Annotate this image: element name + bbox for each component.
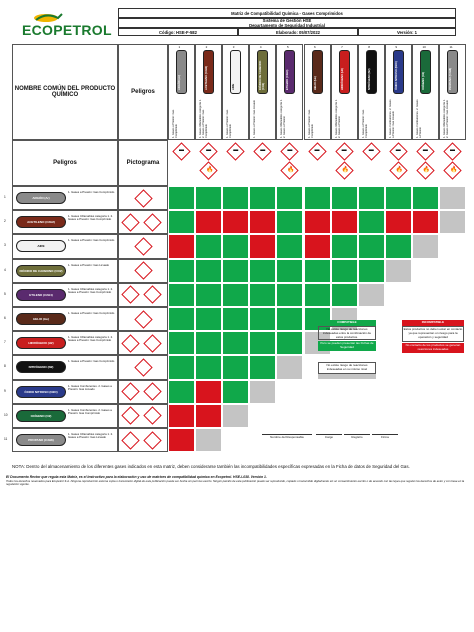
same-product-cell <box>385 259 412 283</box>
pictogram-header: Pictograma <box>118 140 168 186</box>
same-product-cell <box>249 380 276 404</box>
row-hazards: 1. Gases a Presión: Gas Comprimido <box>68 190 115 194</box>
compatible-cell <box>168 307 195 331</box>
row-gas-name: DIÓXIDO DE CARBONO (CO2) <box>16 265 66 277</box>
column-hazards: 1. Gases Inflamables categoría 1. 2. Gases a Presión: Gas Comprimido <box>199 99 209 138</box>
column-hazards: 1. Gases Comburentes. 2. Gases a Presión: Gas Licuado <box>388 99 395 138</box>
column-number: 2 <box>205 45 208 49</box>
flame-icon: 🔥 <box>341 167 350 173</box>
legend-incompatible-title: INCOMPATIBLE <box>402 320 464 326</box>
cylinder-symbol-icon: ▬ <box>422 147 428 153</box>
row-gas-name: ÓXIDO NITROSO (N2O) <box>16 386 66 398</box>
row-hazards: 1. Gases a Presión: Gas Comprimido <box>68 311 115 315</box>
compatible-cell <box>358 259 385 283</box>
column-hazards: 1. Gases a Presión: Gas Licuado <box>253 99 257 138</box>
note-text: NOTA: Dentro del almacenamiento de los diferentes gases indicados en esta matriz, deben considerarse también las incompatibilidades específicas expresadas en la Ficha de datos de Seguridad del Gas. <box>12 464 410 469</box>
common-name-header: NOMBRE COMÚN DEL PRODUCTO QUÍMICO <box>12 44 118 140</box>
same-product-cell <box>276 355 303 379</box>
compatible-cell <box>168 283 195 307</box>
row-number: 8 <box>4 364 6 369</box>
row-number: 9 <box>4 388 6 393</box>
flame-icon: 🔥 <box>450 167 458 173</box>
compatible-cell <box>195 307 222 331</box>
compatible-cell <box>276 331 303 355</box>
column-gas-name: DIÓXIDO DE CARBONO (CO2) <box>259 60 266 90</box>
incompatible-cell <box>222 210 249 234</box>
compatible-cell <box>276 186 303 210</box>
legend-conditional-text: Pero se pueden presentar las Fichas de Seguridad <box>318 341 376 351</box>
compatible-cell <box>222 355 249 379</box>
compatible-cell <box>222 380 249 404</box>
footer-copyright: Todos los derechos reservados para Ecopetrol S.A. Ninguna reproducción externa copia o transmisión digital de esta publicación puede ser hecha sin permiso escrito. Ningún párrafo de esta publicación puede ser reproducido, copiado o transmitido digitalmente sin un consentimiento escrito o de acuerdo con las leyes que regulan los derechos de autor y con base en la regulación vigente. <box>6 479 465 487</box>
compatible-cell <box>222 331 249 355</box>
incompatible-cell <box>195 380 222 404</box>
row-gas-name: ARGÓN (Ar) <box>16 192 66 204</box>
compatible-cell <box>304 259 331 283</box>
column-number: 10 <box>422 45 426 49</box>
header-date: Elaborado: 05/07/2022 <box>238 28 358 36</box>
row-hazards: 1. Gases a Presión: Gas Comprimido <box>68 238 115 243</box>
ecopetrol-logo <box>16 8 116 38</box>
row-number: 3 <box>4 243 6 248</box>
compatible-cell <box>195 186 222 210</box>
hazards-left-header: Peligros <box>12 140 118 186</box>
flame-icon: 🔥 <box>287 167 295 173</box>
legend-no-risk-text: No existe riesgo de reacciones indeseadas en su mismo nivel <box>318 362 376 374</box>
row-number: 5 <box>4 291 6 296</box>
flame-icon: 🔥 <box>206 167 214 173</box>
incompatible-cell <box>249 210 276 234</box>
compatible-cell <box>276 234 303 258</box>
incompatible-cell <box>385 210 412 234</box>
column-hazards: 1. Gases a Presión: Gas Comprimido <box>361 109 368 138</box>
compatible-cell <box>195 259 222 283</box>
signature-label: Registro <box>351 435 363 439</box>
signature-label: Firma <box>381 435 389 439</box>
row-number: 6 <box>4 316 6 320</box>
logo-text: ECOPETROL <box>22 22 112 38</box>
oxidizer-icon: 🔥 <box>395 167 404 173</box>
row-gas-name: PROPANO (C3H8) <box>16 434 66 446</box>
same-product-cell <box>358 283 385 307</box>
same-product-cell <box>412 234 439 258</box>
compatible-cell <box>168 380 195 404</box>
column-hazards: 1. Gases Inflamables categoría 1. 2. Gases a Presión: Gas Licuado <box>443 99 449 138</box>
legend-incompatible-text: Estos productos no deben estar en contacto ya que representan un riesgo para la operación y seguridad <box>402 326 464 342</box>
row-hazards: 1. Gases Comburentes. 2. Gases a Presión: Gas Licuado <box>68 383 112 391</box>
column-number: 9 <box>395 45 398 49</box>
header-system-text: Sistema de Gestión HSE <box>262 18 312 23</box>
cylinder-symbol-icon: ▬ <box>287 147 293 153</box>
column-number: 3 <box>232 45 235 49</box>
column-number: 4 <box>259 45 262 49</box>
incompatible-cell <box>304 234 331 258</box>
column-gas-name: HELIO (He) <box>313 76 317 90</box>
column-gas-name: HIDRÓGENO (H2) <box>340 68 344 90</box>
row-hazards: 1. Gases Inflamables categoría 1. 2. Gases a Presión: Gas Licuado <box>68 432 113 440</box>
column-number: 1 <box>178 45 181 49</box>
column-gas-name: ÓXIDO NITROSO (N2O) <box>394 61 398 90</box>
incompatible-cell <box>168 404 195 428</box>
compatible-cell <box>358 234 385 258</box>
row-number: 4 <box>4 267 6 272</box>
compatible-cell <box>249 355 276 379</box>
compatible-cell <box>168 259 195 283</box>
row-gas-name: HIDRÓGENO (H2) <box>16 337 66 349</box>
legend-grey-swatch <box>318 374 376 379</box>
column-number: 7 <box>341 45 343 49</box>
header-code: Código: HSE-F-582 <box>118 28 238 36</box>
cylinder-symbol-icon: ▬ <box>341 147 347 153</box>
column-number: 6 <box>314 45 316 49</box>
compatible-cell <box>168 186 195 210</box>
compatible-cell <box>222 283 249 307</box>
legend-compatible-text: No existe riesgo de reacciones indeseadas entre la combinación de estos productos. <box>318 326 376 340</box>
compatible-cell <box>304 283 331 307</box>
compatible-cell <box>276 259 303 283</box>
compatible-cell <box>276 210 303 234</box>
compatible-cell <box>276 307 303 331</box>
incompatible-cell <box>249 234 276 258</box>
row-gas-name: NITRÓGENO (N2) <box>16 361 66 373</box>
incompatible-cell <box>195 210 222 234</box>
signature-label: Nombre del Responsable <box>270 435 304 439</box>
oxidizer-icon: 🔥 <box>422 167 431 173</box>
column-gas-name: NITRÓGENO (N2) <box>367 68 371 90</box>
row-gas-name: OXÍGENO (O2) <box>16 410 66 422</box>
row-number: 7 <box>4 340 6 345</box>
incompatible-cell <box>195 404 222 428</box>
row-number: 2 <box>4 219 6 224</box>
compatible-cell <box>249 186 276 210</box>
row-hazards: 1. Gases Inflamables categoría 1. 2. Gases a Presión: Gas Comprimido <box>68 286 113 295</box>
compatible-cell <box>412 186 439 210</box>
compatible-cell <box>249 307 276 331</box>
legend-compatible-title: COMPATIBLE <box>318 320 376 326</box>
column-number: 11 <box>449 45 453 49</box>
column-hazards: 1. Gases a Presión: Gas Comprimido <box>226 109 233 138</box>
compatible-cell <box>195 234 222 258</box>
compatible-cell <box>222 259 249 283</box>
compatible-cell <box>222 234 249 258</box>
same-product-cell <box>222 404 249 428</box>
column-gas-name: OXÍGENO (O2) <box>421 71 425 90</box>
column-hazards: 1. Gases Comburentes. 2. Gases a Presión <box>415 99 422 138</box>
cylinder-symbol-icon: ▬ <box>233 147 239 153</box>
compatible-cell <box>276 283 303 307</box>
same-product-cell <box>195 428 222 452</box>
header-system <box>118 18 456 28</box>
incompatible-cell <box>412 210 439 234</box>
page-title: Matriz de Compatibilidad Química - Gases Comprimidos <box>118 8 456 18</box>
row-number: 10 <box>4 412 8 417</box>
row-number: 1 <box>4 195 6 199</box>
column-hazards: 1. Gases Inflamables categoría 1. 2. Gases a Presión <box>334 99 341 138</box>
compatible-cell <box>331 186 358 210</box>
compatible-cell <box>304 186 331 210</box>
row-gas-name: ETILENO (C2H4) <box>16 289 66 301</box>
compatible-cell <box>195 355 222 379</box>
compatible-cell <box>331 234 358 258</box>
column-gas-name: ETILENO (C2H4) <box>286 69 290 90</box>
compatible-cell <box>249 331 276 355</box>
compatible-cell <box>385 234 412 258</box>
header-department: Departamento de Seguridad Industrial <box>249 23 325 28</box>
row-hazards: 1. Gases a Presión: Gas Comprimido <box>68 359 115 364</box>
row-number: 11 <box>4 437 8 441</box>
cylinder-symbol-icon: ▬ <box>450 147 455 153</box>
compatible-cell <box>331 283 358 307</box>
cylinder-symbol-icon: ▬ <box>314 147 320 153</box>
same-product-cell <box>439 210 466 234</box>
incompatible-cell <box>331 210 358 234</box>
cylinder-symbol-icon: ▬ <box>179 147 184 153</box>
compatible-cell <box>249 283 276 307</box>
same-product-cell <box>439 186 466 210</box>
incompatible-cell <box>304 210 331 234</box>
compatible-cell <box>222 307 249 331</box>
cylinder-symbol-icon: ▬ <box>206 147 212 153</box>
column-gas-name: ACETILENO (C2H2) <box>205 65 209 90</box>
compatible-cell <box>358 186 385 210</box>
compatible-cell <box>385 186 412 210</box>
column-gas-name: PROPANO (C3H8) <box>449 67 452 90</box>
compatible-cell <box>195 331 222 355</box>
column-number: 5 <box>286 45 289 49</box>
compatible-cell <box>168 355 195 379</box>
compatible-cell <box>168 331 195 355</box>
row-hazards: 1. Gases Inflamables categoría 1. 2. Gases a Presión: Gas Comprimido <box>68 335 113 343</box>
cylinder-symbol-icon: ▬ <box>395 147 401 153</box>
compatible-cell <box>358 210 385 234</box>
column-hazards: 1. Gases a Presión: Gas Comprimido <box>172 109 178 138</box>
column-number: 8 <box>368 45 370 49</box>
row-hazards: 1. Gases a Presión: Gas Licuado <box>68 262 110 267</box>
compatible-cell <box>249 259 276 283</box>
row-gas-name: HELIO (He) <box>16 313 66 325</box>
compatible-cell <box>195 283 222 307</box>
row-hazards: 1. Gases Comburentes. 2. Gases a Presión: Gas Comprimido <box>68 407 112 416</box>
cylinder-symbol-icon: ▬ <box>260 147 266 153</box>
cylinder-symbol-icon: ▬ <box>368 147 374 153</box>
incompatible-cell <box>168 234 195 258</box>
row-gas-name: ACETILENO (C2H2) <box>16 216 66 228</box>
row-gas-name: AIRE <box>16 240 66 252</box>
column-gas-name: AIRE <box>232 83 236 90</box>
compatible-cell <box>222 186 249 210</box>
compatible-cell <box>331 259 358 283</box>
column-hazards: 1. Gases Inflamables categoría 1. 2. Gases a Presión <box>280 99 287 138</box>
footer-document: El Documento Rector que regula esta Matriz, es el Instructivo para la elaboración y uso de matrices de compatibilidad química en Ecopetrol. HSE-I-038. Versión 1. <box>6 475 267 479</box>
header-version: Versión: 1 <box>358 28 456 36</box>
column-hazards: 1. Gases a Presión: Gas Comprimido <box>307 109 314 138</box>
incompatible-cell <box>168 428 195 452</box>
legend-incompatible-note: No contacto de los productos se generan reacciones indeseadas <box>402 343 464 353</box>
row-hazards: 1. Gases Inflamables categoría 1. 2. Gases a Presión: Gas Comprimido <box>68 214 113 222</box>
compatible-cell <box>168 210 195 234</box>
hazards-top-header: Peligros <box>118 44 168 140</box>
column-gas-name: ARGÓN (Ar) <box>178 75 181 90</box>
signature-label: Cargo <box>324 435 334 439</box>
